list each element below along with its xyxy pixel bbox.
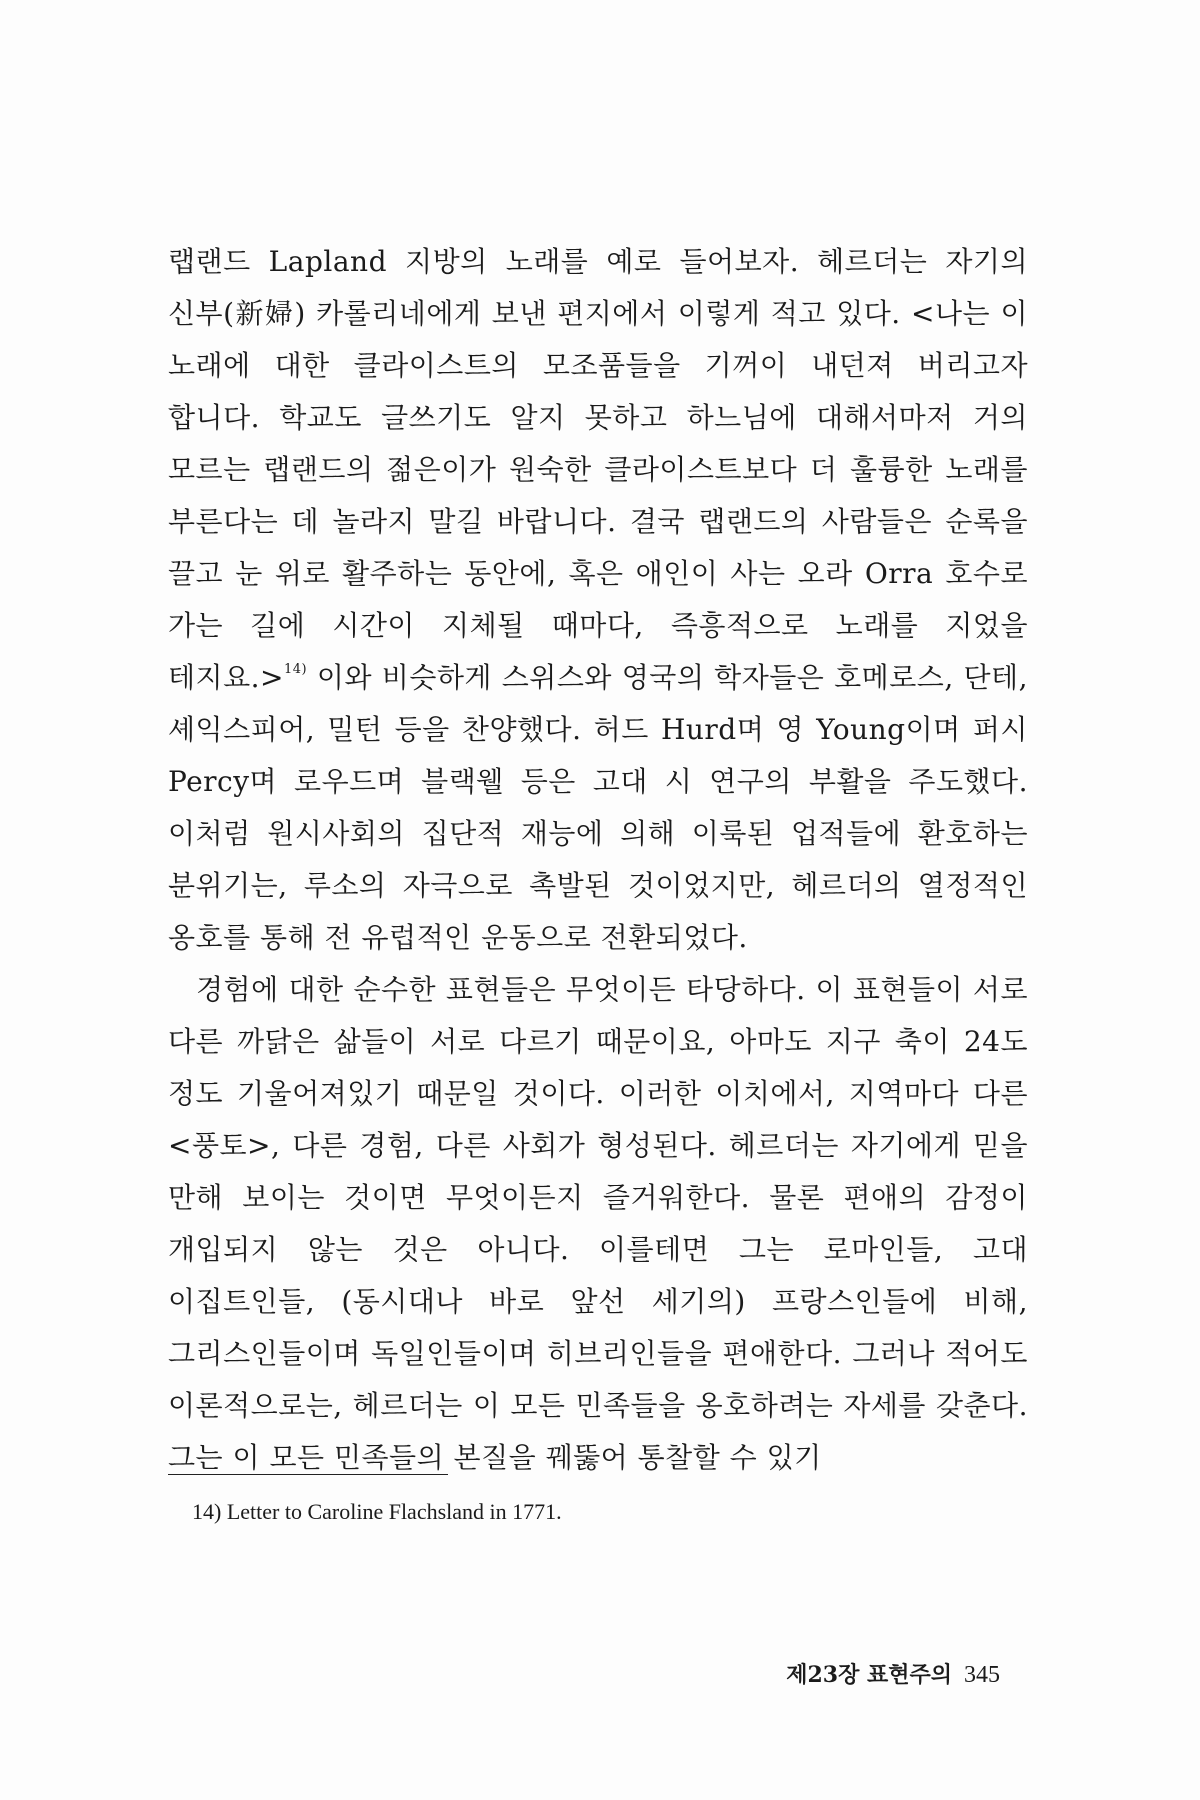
chapter-title: 제23장 표현주의 bbox=[786, 1662, 952, 1688]
body-text bbox=[168, 236, 1028, 1484]
paragraph-2: 경험에 대한 순수한 표현들은 무엇이든 타당하다. 이 표현들이 서로 다른 까닭은 삶들이 서로 다르기 때문이요, 아마도 지구 축이 24도 정도 기울어져있기 때문일 것이다. 이러한 이치에서, 지역마다 다른 <풍토>, 다른 경험, 다른 사회가 형성된다. 헤르더는 자기에게 믿을 만해 보이는 것이면 무엇이든지 즐거워한다. 물론 편애의 감정이 개입되지 않는 것은 아니다. 이를테면 그는 로마인들, 고대 이집트인들, (동시대나 바로 앞선 세기의) 프랑스인들에 비해, 그리스인들이며 독일인들이며 히브리인들을 편애한다. 그러나 적어도 이론적으로는, 헤르더는 이 모든 민족들을 옹호하려는 자세를 갖춘다. 그는 이 모든 민족들의 본질을 꿰뚫어 통찰할 수 있기 bbox=[168, 973, 1028, 1474]
footnote-reference: 14) bbox=[284, 662, 308, 677]
page-number: 345 bbox=[964, 1662, 1000, 1688]
paragraph-1-continuation: 이와 비슷하게 스위스와 영국의 학자들은 호메로스, 단테, 셰익스피어, 밀턴 등을 찬양했다. 허드 Hurd며 영 Young이며 퍼시 Percy며 로우드며 블랙웰 등은 고대 시 연구의 부활을 주도했다. 이처럼 원시사회의 집단적 재능에 의해 이룩된 업적들에 환호하는 분위기는, 루소의 자극으로 촉발된 것이었지만, 헤르더의 열정적인 옹호를 통해 전 유럽적인 운동으로 전환되었다. bbox=[168, 661, 1028, 954]
paragraph-1-text: 랩랜드 Lapland 지방의 노래를 예로 들어보자. 헤르더는 자기의 신부(新婦) 카롤리네에게 보낸 편지에서 이렇게 적고 있다. <나는 이 노래에 대한 클라이스트의 모조품들을 기꺼이 내던져 버리고자 합니다. 학교도 글쓰기도 알지 못하고 하느님에 대해서마저 거의 모르는 랩랜드의 젊은이가 원숙한 클라이스트보다 더 훌륭한 노래를 부른다는 데 놀라지 말길 바랍니다. 결국 랩랜드의 사람들은 순록을 끌고 눈 위로 활주하는 동안에, 혹은 애인이 사는 오라 Orra 호수로 가는 길에 시간이 지체될 때마다, 즉흥적으로 노래를 지었을 테지요.> bbox=[168, 245, 1028, 694]
footnote-divider bbox=[168, 1474, 448, 1475]
paragraph-1 bbox=[168, 236, 1028, 964]
running-footer bbox=[786, 1660, 1000, 1690]
footnote: 14) Letter to Caroline Flachsland in 1771. bbox=[192, 1499, 562, 1524]
